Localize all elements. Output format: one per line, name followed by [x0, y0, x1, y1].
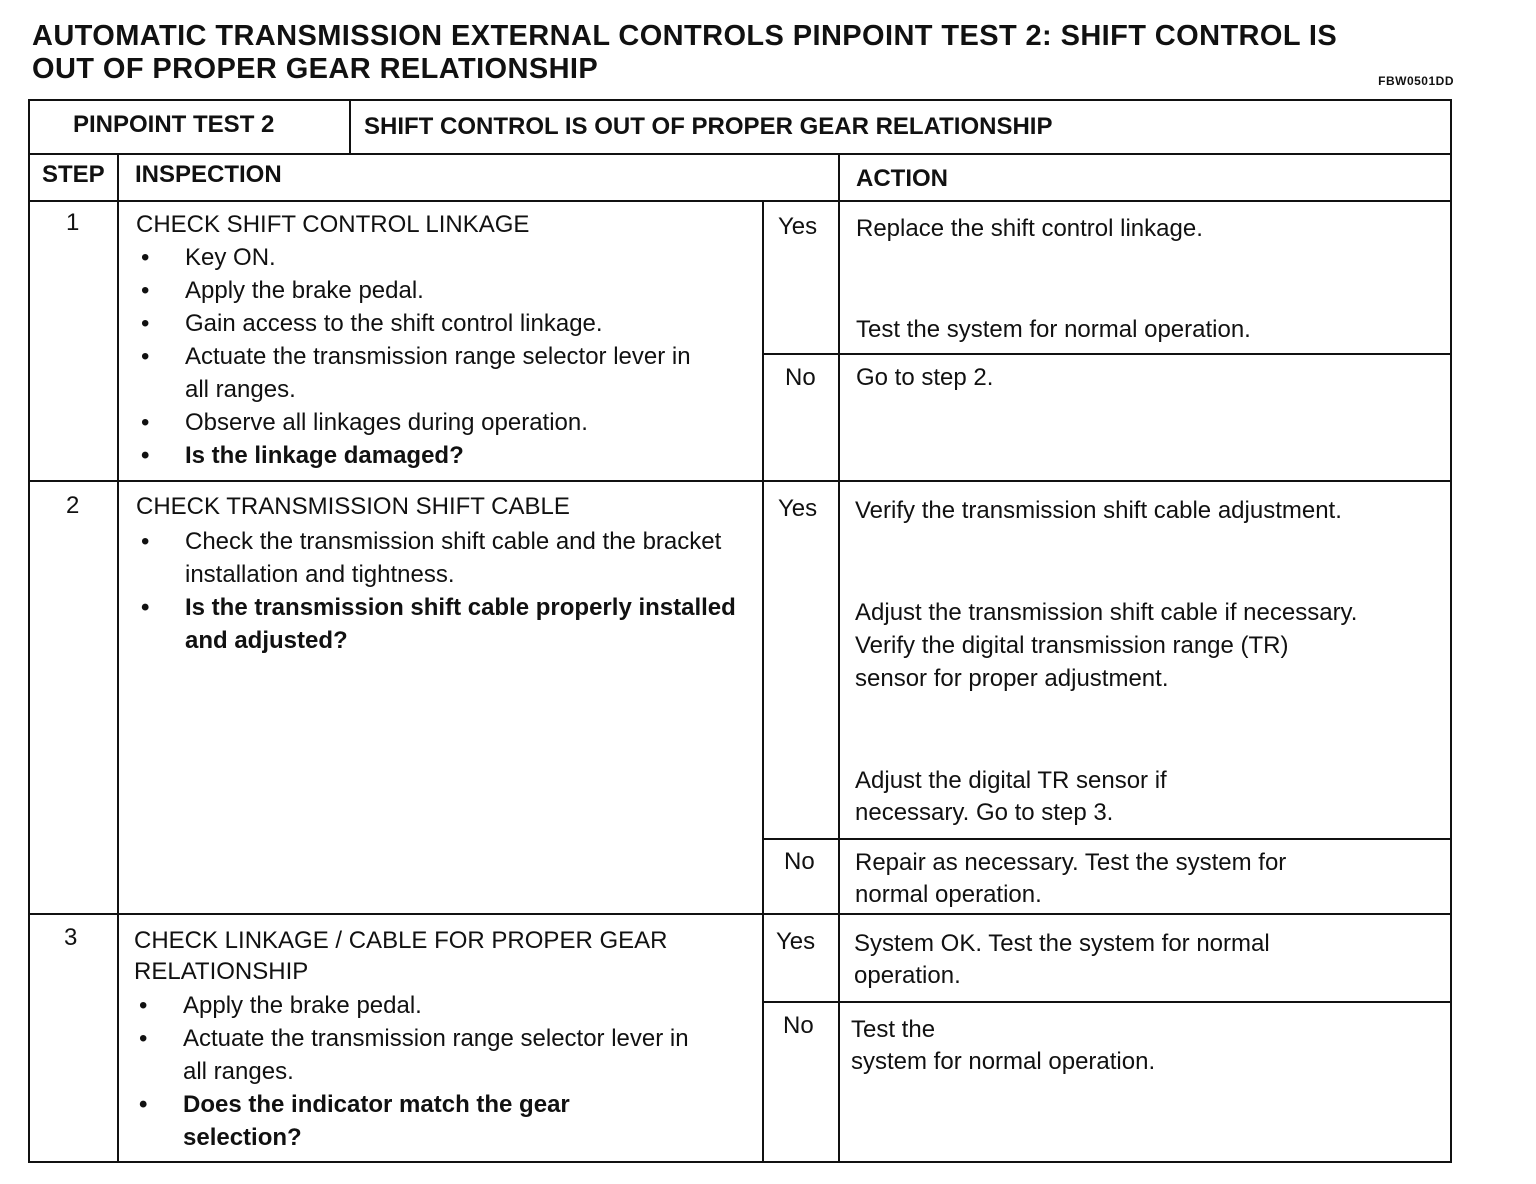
column-header-action: ACTION [856, 165, 948, 192]
step-number: 2 [66, 492, 80, 519]
action-text: system for normal operation. [851, 1048, 1156, 1075]
action-text: Test the [851, 1016, 936, 1043]
list-item: • Apply the brake pedal. [137, 274, 697, 307]
step-number: 1 [66, 209, 80, 236]
step-heading: CHECK SHIFT CONTROL LINKAGE [136, 211, 530, 238]
divider [838, 153, 840, 1163]
inspection-list [135, 989, 695, 1154]
title-line-2: OUT OF PROPER GEAR RELATIONSHIP [32, 53, 599, 85]
page-title [32, 20, 1472, 86]
action-text: Verify the digital transmission range (TR) [855, 632, 1289, 659]
pinpoint-test-title: SHIFT CONTROL IS OUT OF PROPER GEAR RELATIONSHIP [364, 113, 1053, 140]
list-item: • Actuate the transmission range selector lever in all ranges. [135, 1022, 695, 1088]
list-item: • Observe all linkages during operation. [137, 406, 697, 439]
action-text: sensor for proper adjustment. [855, 665, 1169, 692]
divider [762, 353, 1452, 355]
list-item: • Key ON. [137, 241, 697, 274]
action-text: necessary. Go to step 3. [855, 799, 1114, 826]
action-text: Test the system for normal operation. [856, 316, 1251, 343]
yes-label: Yes [778, 495, 818, 522]
action-text: normal operation. [855, 881, 1042, 908]
divider [28, 200, 1452, 202]
yes-label: Yes [778, 213, 818, 240]
divider [349, 99, 351, 154]
action-text: Adjust the transmission shift cable if necessary. [855, 599, 1358, 626]
question-item: • Is the linkage damaged? [137, 439, 697, 472]
title-line-1: AUTOMATIC TRANSMISSION EXTERNAL CONTROLS PINPOINT TEST 2: SHIFT CONTROL IS [32, 20, 1338, 52]
question-item: • Is the transmission shift cable properly installed and adjusted? [137, 591, 737, 657]
no-label: No [783, 1012, 814, 1039]
divider [28, 153, 1452, 155]
action-text: Adjust the digital TR sensor if [855, 767, 1167, 794]
action-text: operation. [854, 962, 961, 989]
yes-label: Yes [776, 928, 816, 955]
step-heading: CHECK TRANSMISSION SHIFT CABLE [136, 493, 570, 520]
no-label: No [785, 364, 816, 391]
inspection-list [137, 241, 697, 472]
list-item: • Apply the brake pedal. [135, 989, 695, 1022]
list-item: • Check the transmission shift cable and the bracket installation and tightness. [137, 525, 737, 591]
question-item: • Does the indicator match the gear selection? [135, 1088, 695, 1154]
no-label: No [784, 848, 815, 875]
step-heading: RELATIONSHIP [134, 958, 309, 985]
step-heading: CHECK LINKAGE / CABLE FOR PROPER GEAR [134, 927, 668, 954]
divider [28, 480, 1452, 482]
column-header-step: STEP [42, 161, 105, 188]
action-text: Replace the shift control linkage. [856, 215, 1203, 242]
action-text: Verify the transmission shift cable adjustment. [855, 497, 1342, 524]
divider [117, 153, 119, 1163]
divider [28, 913, 1452, 915]
column-header-inspection: INSPECTION [135, 161, 282, 188]
step-number: 3 [64, 924, 78, 951]
divider [762, 200, 764, 1163]
action-text: Repair as necessary. Test the system for [855, 849, 1287, 876]
document-id: FBW0501DD [1378, 74, 1454, 88]
list-item: • Actuate the transmission range selector lever in all ranges. [137, 340, 697, 406]
pinpoint-test-label: PINPOINT TEST 2 [73, 111, 275, 138]
action-text: Go to step 2. [856, 364, 994, 391]
list-item: • Gain access to the shift control linkage. [137, 307, 697, 340]
action-text: System OK. Test the system for normal [854, 930, 1270, 957]
divider [762, 838, 1452, 840]
divider [762, 1001, 1452, 1003]
inspection-list [137, 525, 737, 657]
